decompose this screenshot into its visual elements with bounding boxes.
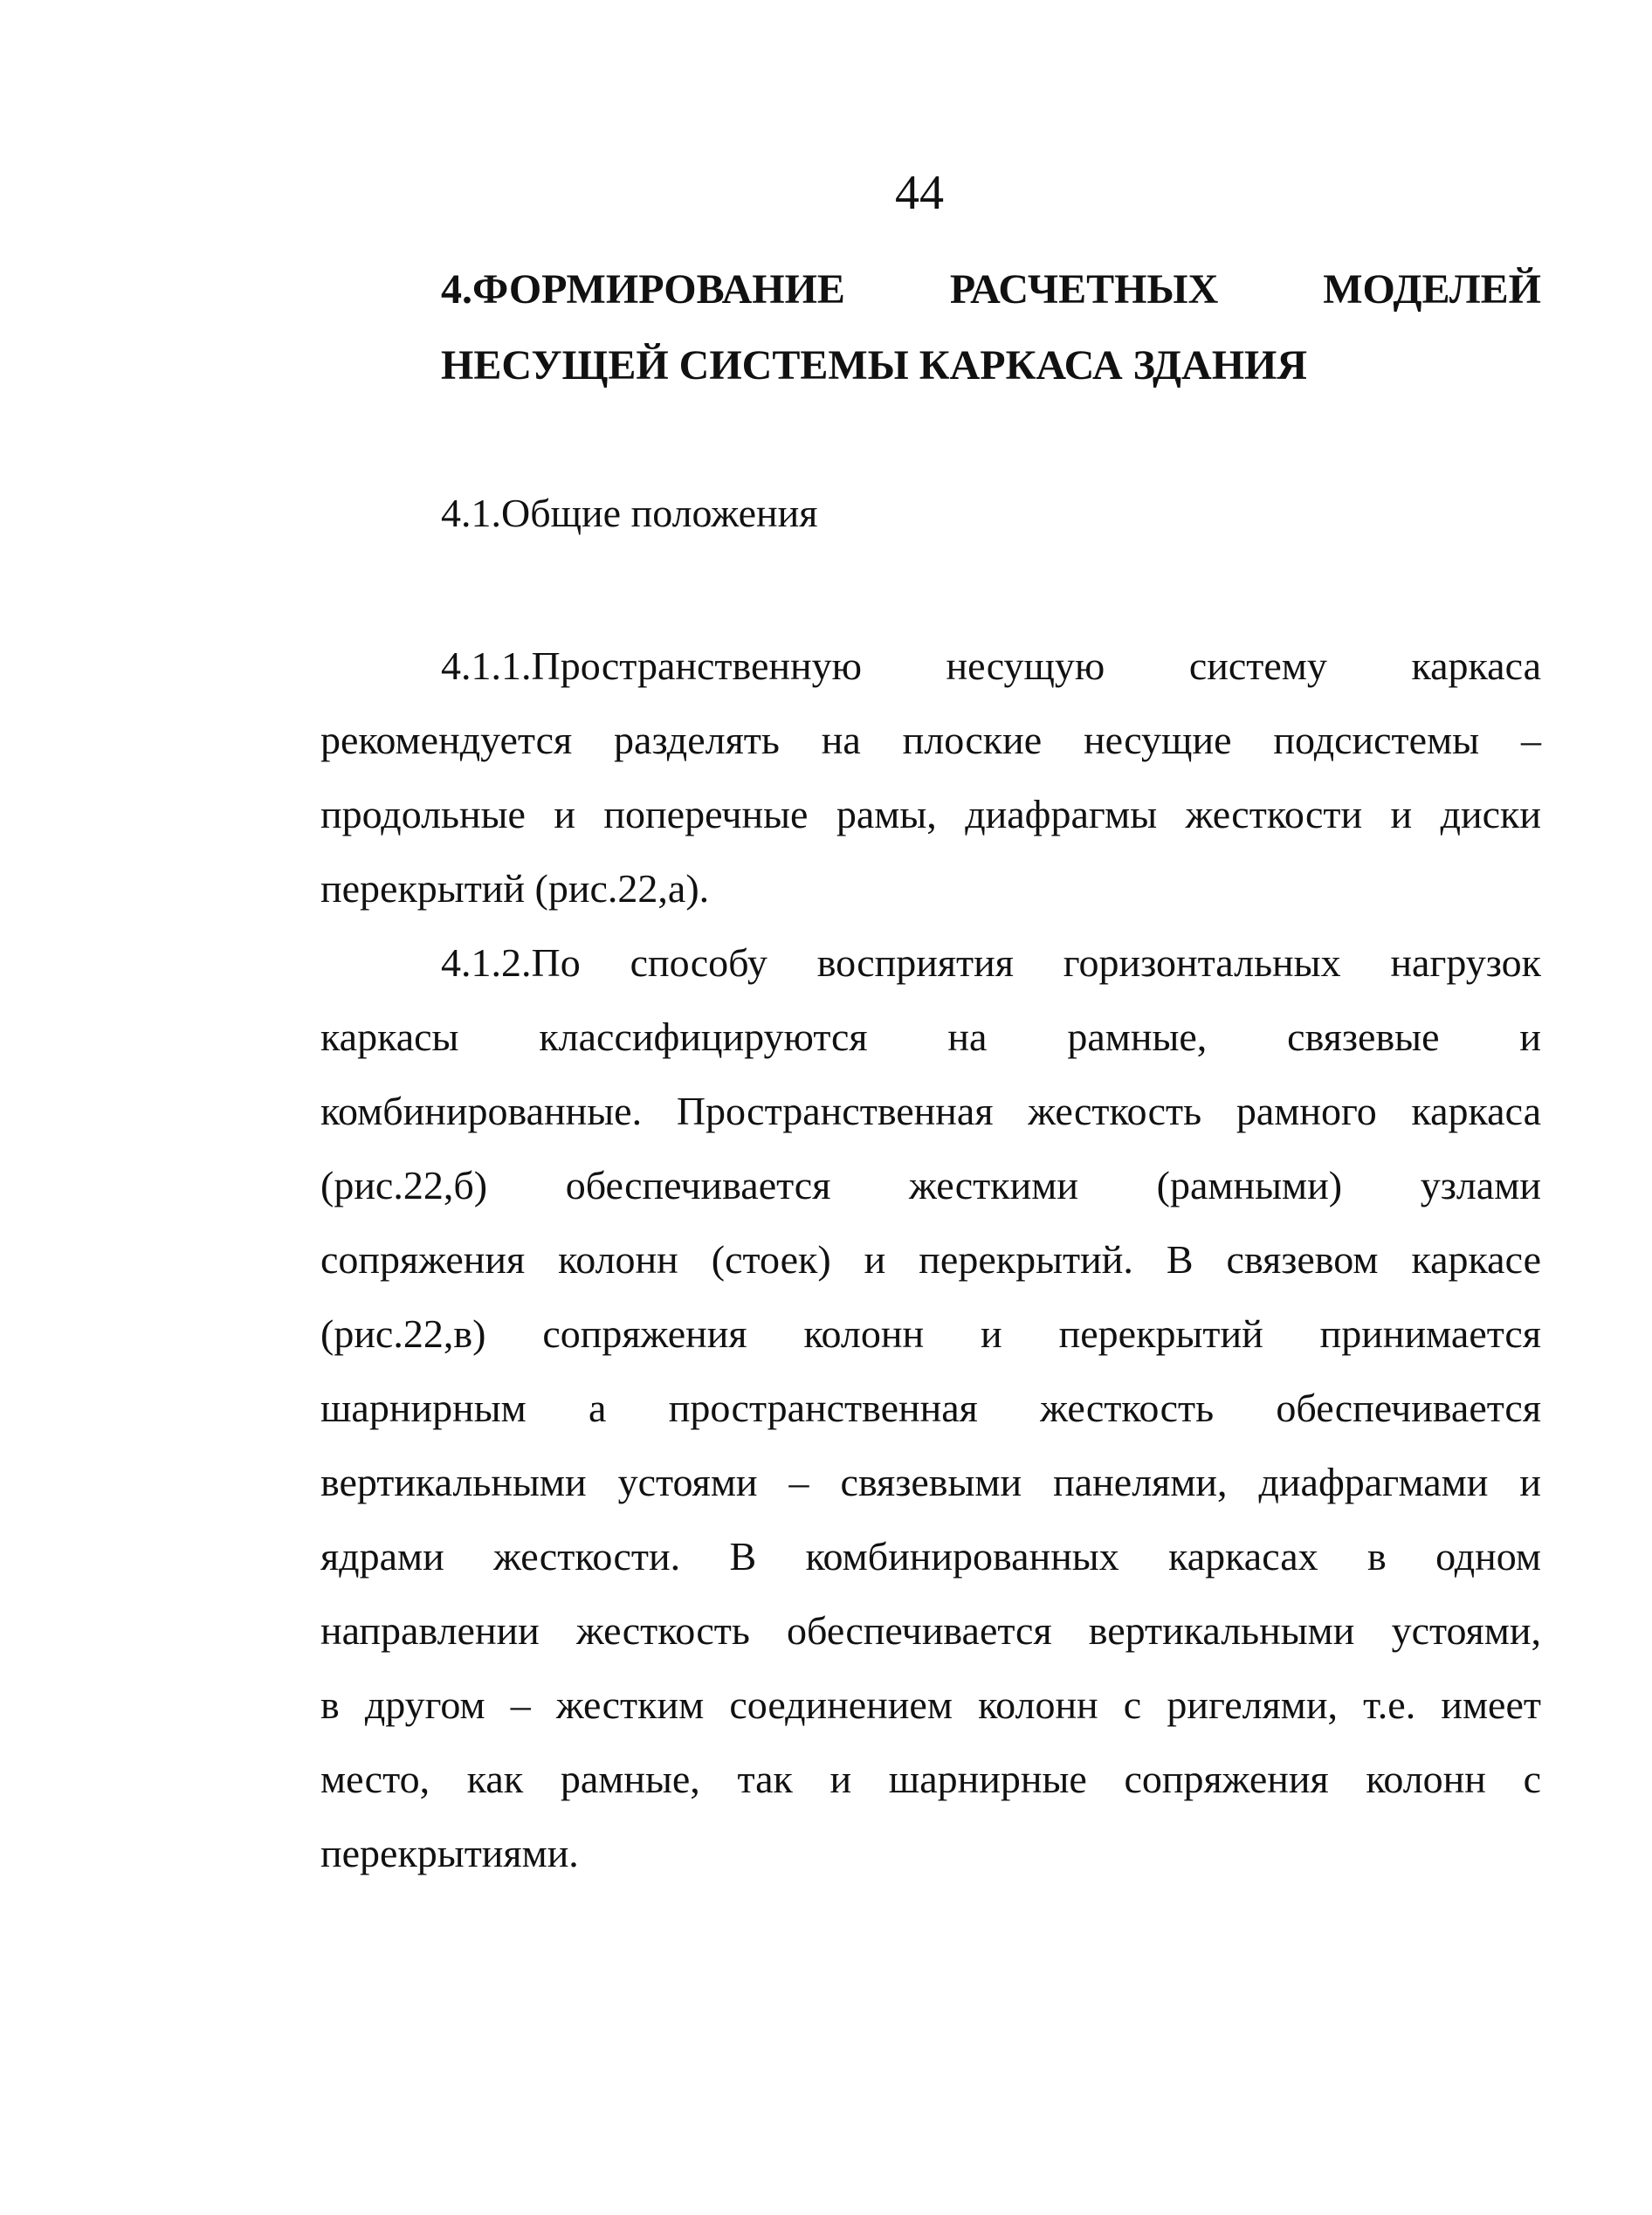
paragraph-2-line: каркасы классифицируются на рамные, связевые и bbox=[320, 1015, 1541, 1059]
section-heading-line-2: НЕСУЩЕЙ СИСТЕМЫ КАРКАСА ЗДАНИЯ bbox=[441, 342, 1308, 389]
paragraph-2-line: 4.1.2.По способу восприятия горизонтальных нагрузок bbox=[441, 940, 1541, 985]
paragraph-2-line: направлении жесткость обеспечивается вертикальными устоями, bbox=[320, 1608, 1541, 1653]
paragraph-2-line: вертикальными устоями – связевыми панелями, диафрагмами и bbox=[320, 1460, 1541, 1504]
paragraph-2-line: шарнирным а пространственная жесткость обеспечивается bbox=[320, 1386, 1541, 1430]
paragraph-2-line: ядрами жесткости. В комбинированных каркасах в одном bbox=[320, 1534, 1541, 1579]
section-heading-line-1: 4.ФОРМИРОВАНИЕ РАСЧЕТНЫХ МОДЕЛЕЙ bbox=[441, 266, 1541, 313]
paragraph-1-line: 4.1.1.Пространственную несущую систему каркаса bbox=[441, 643, 1541, 688]
paragraph-1-line: продольные и поперечные рамы, диафрагмы жесткости и диски bbox=[320, 792, 1541, 836]
paragraph-2-line: место, как рамные, так и шарнирные сопряжения колонн с bbox=[320, 1757, 1541, 1801]
paragraph-2-line: в другом – жестким соединением колонн с ригелями, т.е. имеет bbox=[320, 1682, 1541, 1727]
paragraph-2-line: (рис.22,б) обеспечивается жесткими (рамными) узлами bbox=[320, 1163, 1541, 1207]
paragraph-2-line: сопряжения колонн (стоек) и перекрытий. В связевом каркасе bbox=[320, 1237, 1541, 1282]
paragraph-2-line: комбинированные. Пространственная жесткость рамного каркаса bbox=[320, 1089, 1541, 1133]
paragraph-1-line: перекрытий (рис.22,а). bbox=[320, 866, 710, 911]
paragraph-2-line: (рис.22,в) сопряжения колонн и перекрытий принимается bbox=[320, 1311, 1541, 1356]
page-number: 44 bbox=[895, 166, 944, 220]
subsection-heading: 4.1.Общие положения bbox=[441, 491, 818, 535]
paragraph-2-line: перекрытиями. bbox=[320, 1831, 579, 1875]
paragraph-1-line: рекомендуется разделять на плоские несущие подсистемы – bbox=[320, 718, 1541, 762]
